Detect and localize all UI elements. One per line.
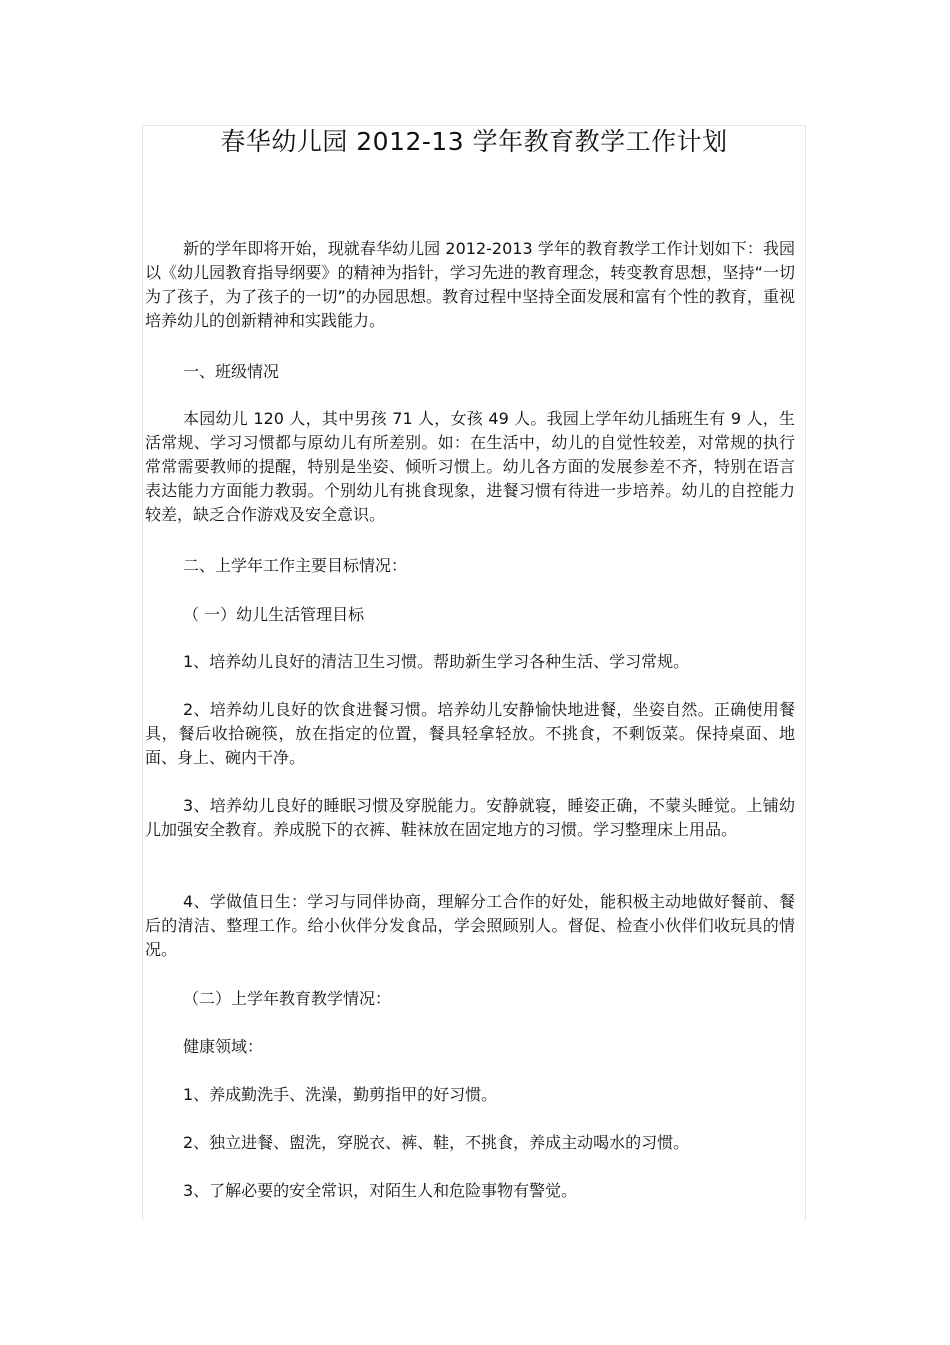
- list-item-4: 4、学做值日生：学习与同伴协商，理解分工合作的好处，能积极主动地做好餐前、餐后的清洁、整理工作。给小伙伴分发食品，学会照顾别人。督促、检查小伙伴们收玩具的情况。: [145, 892, 795, 959]
- section2-heading: 二、上学年工作主要目标情况：: [183, 556, 408, 575]
- list-item-3: 3、培养幼儿良好的睡眠习惯及穿脱能力。安静就寝，睡姿正确，不蒙头睡觉。上铺幼儿加强安全教育。养成脱下的衣裤、鞋袜放在固定地方的习惯。学习整理床上用品。: [145, 796, 795, 839]
- document-title: 春华幼儿园 2012-13 学年教育教学工作计划: [220, 127, 728, 156]
- health-item-3: 3、了解必要的安全常识，对陌生人和危险事物有警觉。: [183, 1181, 578, 1200]
- intro-paragraph: 新的学年即将开始，现就春华幼儿园 2012-2013 学年的教育教学工作计划如下：我园以《幼儿园教育指导纲要》的精神为指针，学习先进的教育理念，转变教育思想，坚持“一切为了孩子，为了孩子的一切”的办园思想。教育过程中坚持全面发展和富有个性的教育，重视培养幼儿的创新精神和实践能力。: [145, 239, 795, 330]
- list-item-1: 1、培养幼儿良好的清洁卫生习惯。帮助新生学习各种生活、学习常规。: [183, 652, 690, 671]
- subsection2-heading: （二）上学年教育教学情况：: [183, 989, 392, 1008]
- list-item-2: 2、培养幼儿良好的饮食进餐习惯。培养幼儿安静愉快地进餐，坐姿自然。正确使用餐具，餐后收拾碗筷，放在指定的位置，餐具轻拿轻放。不挑食，不剩饭菜。保持桌面、地面、身上、碗内干净。: [145, 700, 795, 767]
- health-item-1: 1、养成勤洗手、洗澡，勤剪指甲的好习惯。: [183, 1085, 498, 1104]
- section1-paragraph: 本园幼儿 120 人，其中男孩 71 人，女孩 49 人。我园上学年幼儿插班生有 9 人，生活常规、学习习惯都与原幼儿有所差别。如：在生活中，幼儿的自觉性较差，对常规的执行常常需要教师的提醒，特别是坐姿、倾听习惯上。幼儿各方面的发展参差不齐，特别在语言表达能力方面能力教弱。个别幼儿有挑食现象，进餐习惯有待进一步培养。幼儿的自控能力较差，缺乏合作游戏及安全意识。: [145, 409, 795, 524]
- section1-heading: 一、班级情况: [183, 362, 280, 381]
- health-heading: 健康领域：: [183, 1037, 264, 1056]
- subsection1-heading: （ 一）幼儿生活管理目标: [183, 605, 365, 624]
- health-item-2: 2、独立进餐、盥洗，穿脱衣、裤、鞋，不挑食，养成主动喝水的习惯。: [183, 1133, 690, 1152]
